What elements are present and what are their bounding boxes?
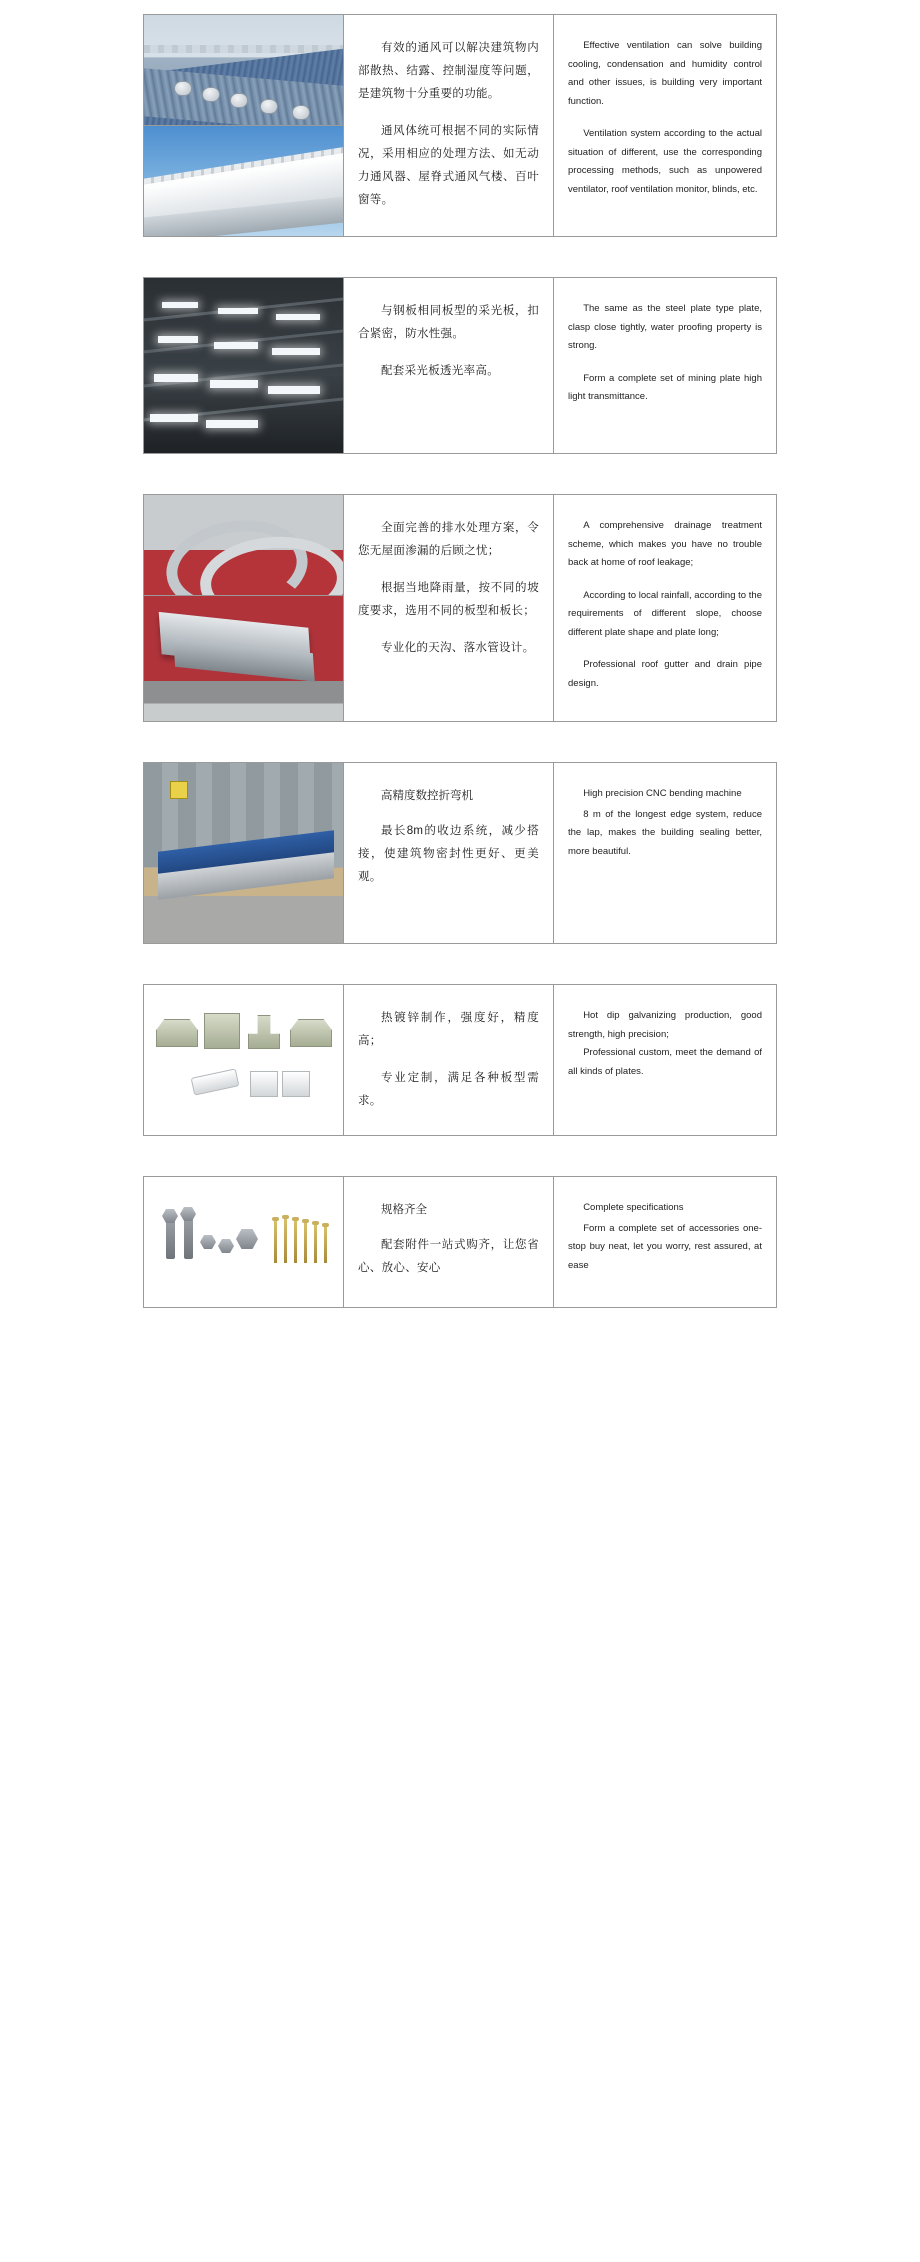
chinese-text-column [344,763,554,943]
feature-row-drainage [143,494,777,722]
english-text-column [554,495,776,721]
chinese-text-column [344,278,554,453]
cn-paragraph: 有效的通风可以解决建筑物内部散热、结露、控制湿度等问题，是建筑物十分重要的功能。 [358,42,539,100]
page-bottom-spacer [0,1348,920,1388]
feature-row-cnc-bending [143,762,777,944]
white-ridge-ventilator-on-sky-photo [144,125,343,236]
cn-paragraph: 根据当地降雨量，按不同的坡度要求，选用不同的板型和板长； [358,582,539,617]
warning-sign-icon [170,781,188,799]
en-paragraph: Professional custom, meet the demand of all kinds of plates. [568,1047,762,1077]
en-paragraph: Hot dip galvanizing production, good strength, high precision; [568,1010,762,1040]
cn-paragraph: 配套采光板透光率高。 [381,365,499,377]
feature-row-lighting-panel [143,277,777,454]
en-paragraph: A comprehensive drainage treatment scheme, which makes you have no trouble back at home of roof leakage; [568,520,762,569]
en-heading: Complete specifications [583,1202,684,1213]
en-paragraph: Effective ventilation can solve building cooling, condensation and humidity control and other issues, is building very important function. [568,40,762,107]
cn-heading: 规格齐全 [381,1204,427,1216]
curved-metal-gutter-sections-photo [144,495,343,595]
chinese-text-column [344,15,554,236]
english-text-column [554,763,776,943]
cn-heading: 高精度数控折弯机 [381,790,473,802]
en-paragraph: Professional roof gutter and drain pipe design. [568,659,762,689]
cn-paragraph: 与钢板相同板型的采光板，扣合紧密，防水性强。 [358,305,539,340]
cn-paragraph: 热镀锌制作，强度好，精度高； [358,1012,539,1047]
english-text-column [554,1177,776,1307]
en-paragraph: According to local rainfall, according to the requirements of different slope, choose different plate shape and plate long; [568,589,762,638]
galvanized-clips-and-brackets-photo [144,985,343,1135]
english-text-column [554,278,776,453]
feature-row-galvanized-clips [143,984,777,1136]
cn-paragraph: 最长8m的收边系统，减少搭接，使建筑物密封性更好、更美观。 [358,825,539,883]
chinese-text-column [344,495,554,721]
cn-paragraph: 专业化的天沟、落水管设计。 [381,642,535,654]
image-column [144,985,344,1135]
cn-paragraph: 全面完善的排水处理方案，令您无屋面渗漏的后顾之忧； [358,522,539,557]
en-paragraph: Form a complete set of accessories one-stop buy neat, let you worry, rest assured, at ease [568,1222,762,1271]
bolts-nuts-and-screws-photo [144,1177,343,1307]
feature-row-ventilation [143,14,777,237]
blue-corrugated-roof-with-ventilators-photo [144,15,343,125]
factory-ceiling-skylight-panels-photo [144,278,343,453]
image-column [144,763,344,943]
chinese-text-column [344,1177,554,1307]
image-column [144,1177,344,1307]
cn-paragraph: 配套附件一站式购齐，让您省心、放心、安心 [358,1239,539,1274]
image-column [144,278,344,453]
cn-paragraph: 通风体统可根据不同的实际情况，采用相应的处理方法、如无动力通风器、屋脊式通风气楼、百叶窗等。 [358,125,539,206]
image-column [144,15,344,236]
en-paragraph: 8 m of the longest edge system, reduce the lap, makes the building sealing better, more beautiful. [568,808,762,857]
cn-paragraph: 专业定制，满足各种板型需求。 [358,1072,539,1107]
english-text-column [554,15,776,236]
feature-row-accessories [143,1176,777,1308]
en-heading: High precision CNC bending machine [583,788,742,799]
chinese-text-column [344,985,554,1135]
en-paragraph: Ventilation system according to the actual situation of different, use the corresponding processing methods, such as unpowered ventilator, roof ventilation monitor, blinds, etc. [568,128,762,195]
image-column [144,495,344,721]
en-paragraph: Form a complete set of mining plate high light transmittance. [568,372,762,403]
metal-ridge-cap-on-red-floor-photo [144,595,343,721]
cnc-bending-machine-workshop-photo [144,763,343,943]
en-paragraph: The same as the steel plate type plate, clasp close tightly, water proofing property is strong. [568,303,762,352]
english-text-column [554,985,776,1135]
